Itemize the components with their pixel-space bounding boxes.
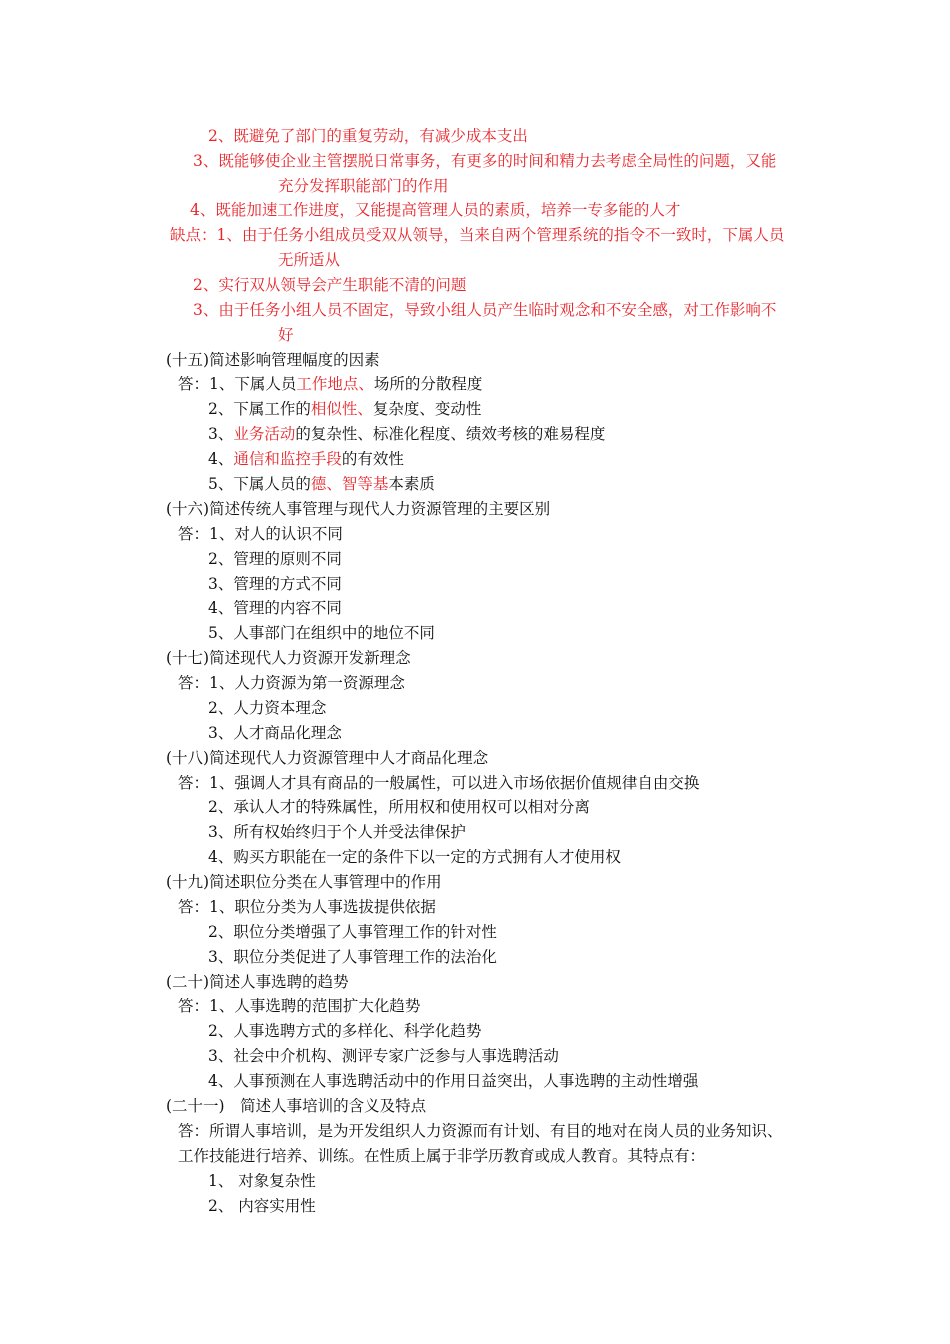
disadvantage-item-3-line2: 好 (278, 326, 294, 344)
question-16-answer-4: 4、管理的内容不同 (208, 599, 342, 617)
highlighted-text: 业务活动 (233, 425, 296, 443)
advantage-item-2: 2、既避免了部门的重复劳动，有减少成本支出 (208, 127, 528, 145)
question-19-answer-2: 2、职位分类增强了人事管理工作的针对性 (208, 923, 497, 941)
question-21-answer-1: 1、 对象复杂性 (208, 1172, 316, 1190)
answer-text: 2、下属工作的 (208, 400, 311, 418)
question-15-answer-4 (208, 449, 404, 469)
question-19-answer-1: 答：1、职位分类为人事选拔提供依据 (178, 898, 436, 916)
question-17-title: (十七)简述现代人力资源开发新理念 (166, 649, 411, 667)
answer-text: 本素质 (388, 475, 435, 493)
question-18-answer-1: 答：1、强调人才具有商品的一般属性，可以进入市场依据价值规律自由交换 (178, 774, 700, 792)
answer-text: 的有效性 (341, 450, 404, 468)
question-20-answer-3: 3、社会中介机构、测评专家广泛参与人事选聘活动 (208, 1047, 559, 1065)
answer-text: 4、 (208, 450, 234, 468)
question-18-answer-3: 3、所有权始终归于个人并受法律保护 (208, 823, 466, 841)
question-18-answer-4: 4、购买方职能在一定的条件下以一定的方式拥有人才使用权 (208, 848, 621, 866)
question-16-answer-1: 答：1、对人的认识不同 (178, 525, 343, 543)
disadvantage-item-1-line2: 无所适从 (278, 251, 341, 269)
advantage-item-3-line1: 3、既能够使企业主管摆脱日常事务，有更多的时间和精力去考虑全局性的问题，又能 (193, 152, 777, 170)
question-17-answer-3: 3、人才商品化理念 (208, 724, 342, 742)
question-21-paragraph-line1: 答：所谓人事培训，是为开发组织人力资源而有计划、有目的地对在岗人员的业务知识、 (178, 1122, 783, 1140)
question-17-answer-2: 2、人力资本理念 (208, 699, 327, 717)
question-15-title: (十五)简述影响管理幅度的因素 (166, 351, 380, 369)
question-20-title: (二十)简述人事选聘的趋势 (166, 973, 349, 991)
question-16-answer-2: 2、管理的原则不同 (208, 550, 342, 568)
question-21-title: (二十一) 简述人事培训的含义及特点 (166, 1097, 427, 1115)
question-20-answer-1: 答：1、人事选聘的范围扩大化趋势 (178, 997, 421, 1015)
question-19-answer-3: 3、职位分类促进了人事管理工作的法治化 (208, 948, 497, 966)
question-18-title: (十八)简述现代人力资源管理中人才商品化理念 (166, 749, 489, 767)
answer-text: 答：1、下属人员 (178, 375, 297, 393)
highlighted-text: 工作地点、 (296, 375, 374, 393)
question-16-answer-3: 3、管理的方式不同 (208, 575, 342, 593)
highlighted-text: 德、智等基 (310, 475, 389, 493)
question-15-answer-3 (208, 424, 605, 444)
disadvantage-item-3-line1: 3、由于任务小组人员不固定，导致小组人员产生临时观念和不安全感，对工作影响不 (193, 301, 777, 319)
answer-text: 复杂度、变动性 (372, 400, 482, 418)
question-15-answer-2 (208, 399, 481, 419)
highlighted-text: 相似性、 (310, 400, 373, 418)
question-19-title: (十九)简述职位分类在人事管理中的作用 (166, 873, 442, 891)
question-15-answer-5 (208, 474, 435, 494)
highlighted-text: 通信和监控手段 (233, 450, 342, 468)
question-18-answer-2: 2、承认人才的特殊属性，所用权和使用权可以相对分离 (208, 798, 590, 816)
question-16-title: (十六)简述传统人事管理与现代人力资源管理的主要区别 (166, 500, 551, 518)
advantage-item-4: 4、既能加速工作进度，又能提高管理人员的素质，培养一专多能的人才 (190, 201, 681, 219)
answer-text: 3、 (208, 425, 234, 443)
question-17-answer-1: 答：1、人力资源为第一资源理念 (178, 674, 405, 692)
question-21-paragraph-line2: 工作技能进行培养、训练。在性质上属于非学历教育或成人教育。其特点有： (178, 1147, 706, 1165)
advantage-item-3-line2: 充分发挥职能部门的作用 (278, 177, 449, 195)
question-15-answer-1 (178, 374, 482, 394)
answer-text: 场所的分散程度 (373, 375, 483, 393)
answer-text: 的复杂性、标准化程度、绩效考核的难易程度 (295, 425, 606, 443)
disadvantage-item-2: 2、实行双从领导会产生职能不清的问题 (193, 276, 467, 294)
question-20-answer-4: 4、人事预测在人事选聘活动中的作用日益突出，人事选聘的主动性增强 (208, 1072, 699, 1090)
question-21-answer-2: 2、 内容实用性 (208, 1197, 316, 1215)
question-16-answer-5: 5、人事部门在组织中的地位不同 (208, 624, 435, 642)
question-20-answer-2: 2、人事选聘方式的多样化、科学化趋势 (208, 1022, 482, 1040)
answer-text: 5、下属人员的 (208, 475, 311, 493)
disadvantage-item-1-line1: 缺点：1、由于任务小组成员受双从领导，当来自两个管理系统的指令不一致时，下属人员 (170, 226, 785, 244)
